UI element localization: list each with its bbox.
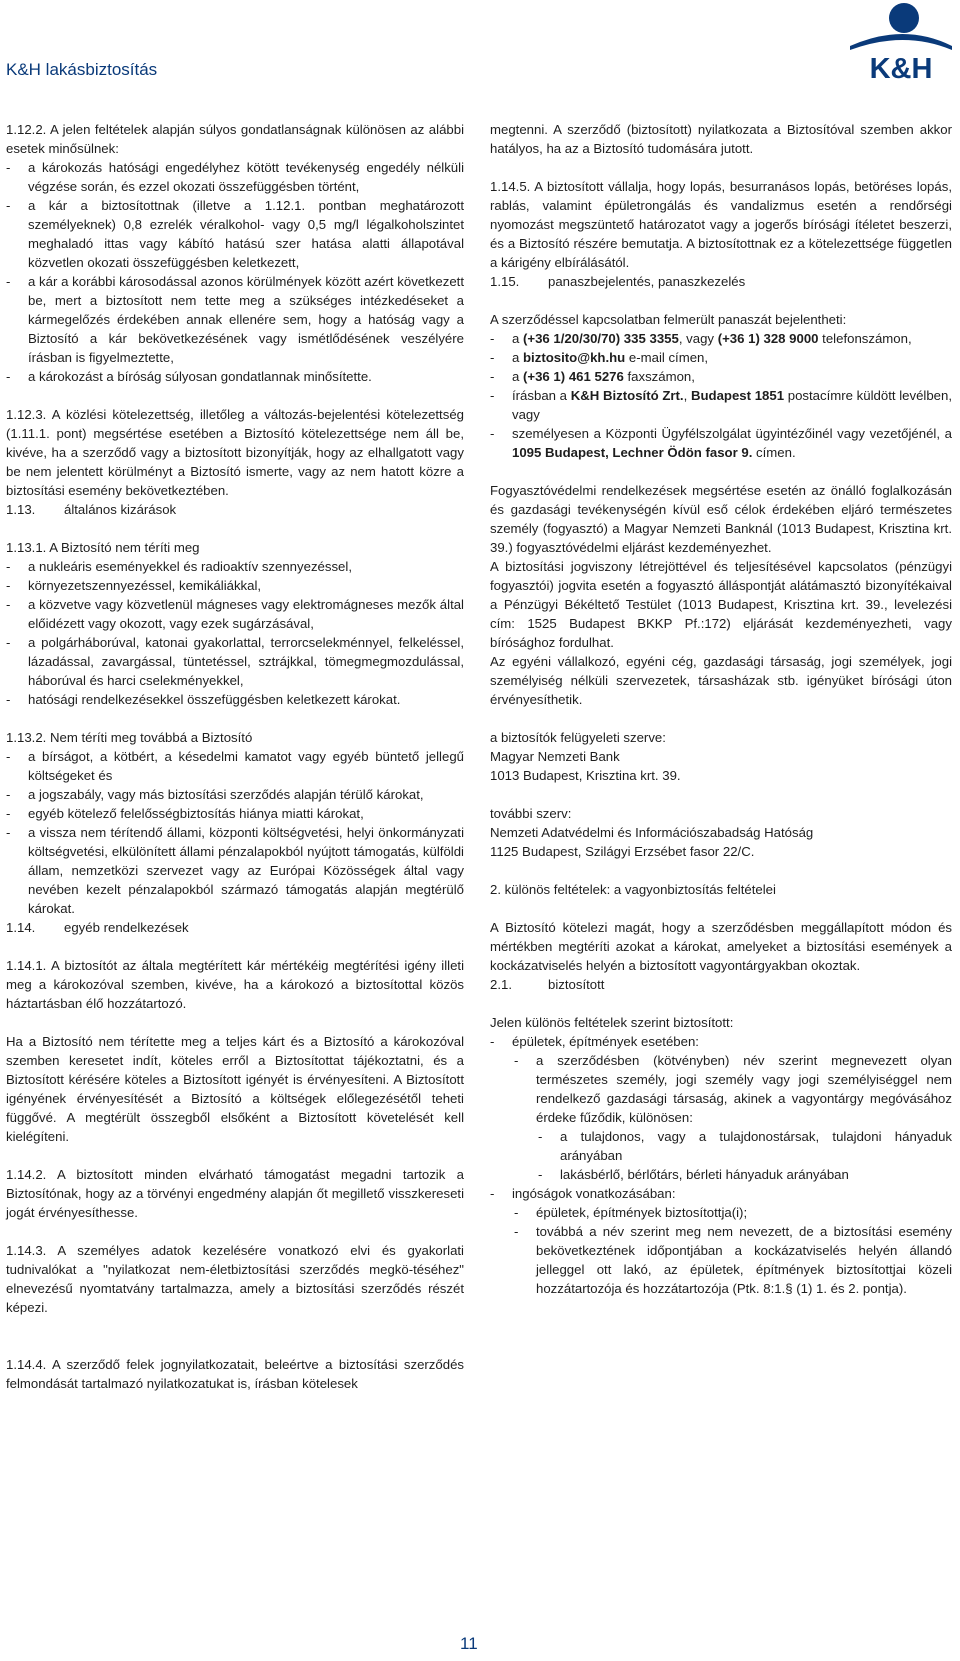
section-1-13-2-intro: 1.13.2. Nem téríti meg továbbá a Biztosító	[6, 730, 253, 745]
complaint-letter	[490, 386, 952, 424]
dispute-paragraph: A biztosítási jogviszony létrejöttével és teljesítésével kapcsolatos (pénzügyi fogyasztói) jogvita esetén a fogyasztó álláspontját alátámasztó bizonyítékaival a Pénzügyi Békéltető Testület (1013 Budapest, Krisztina krt. 39., levelezési cím: 1525 Budapest BKKP Pf.:172) eljárását kezdeményezheti, vagy bírósághoz fordulhat.	[490, 559, 952, 650]
list-item: - épületek, építmények biztosítottja(i);	[490, 1203, 952, 1222]
section-number: 1.13.	[6, 502, 36, 517]
section-1-12-2-intro: 1.12.2. A jelen feltételek alapján súlyos gondatlanságnak különösen az alábbi esetek minősülnek:	[6, 122, 464, 156]
section-1-14-5: 1.14.5. A biztosított vállalja, hogy lopás, besurranásos lopás, betöréses lopás, rablás, valamint épületrongálás és vandalizmus esetén a rendőrségi nyomozást megszüntető határozatot vagy a jogerős bírósági ítéletet beszerzi, és a Biztosító részére bemutatja. A biztosítottnak ez a kötelezettsége független a kárigény elbírálásától.	[490, 179, 952, 270]
section-title: általános kizárások	[64, 502, 177, 517]
supervisor-title: a biztosítók felügyeleti szerve:	[490, 730, 666, 745]
text: postacímre küldött levélben, vagy	[512, 388, 952, 422]
other-authority-name: Nemzeti Adatvédelmi és Információszabadság Hatóság	[490, 825, 814, 840]
list-item: - a vissza nem térítendő állami, központi költségvetési, helyi önkormányzati költségvetési, elkülönített állami pénzalapokból nyújtott támogatás, külföldi állam, nemzetközi szervezet vagy az Európai Közösségek által vagy nevében kezelt pénzalapokból származó támogatás alapján megtérülő károkat.	[6, 823, 464, 918]
complaint-phone	[490, 329, 952, 348]
list-item: - a nukleáris eseményekkel és radioaktív szennyezéssel,	[6, 557, 464, 576]
continued-paragraph: megtenni. A szerződő (biztosított) nyilatkozata a Biztosítóval szemben akkor hatályos, ha az a Biztosító tudomására jutott.	[490, 122, 952, 156]
section-2-title: 2. különös feltételek: a vagyonbiztosítás feltételei	[490, 882, 776, 897]
list-item: - ingóságok vonatkozásában:	[490, 1184, 952, 1203]
section-number: 1.15.	[490, 274, 520, 289]
postal-address: Budapest 1851	[690, 388, 785, 403]
header-title: K&H lakásbiztosítás	[6, 60, 158, 79]
section-number: 2.1.	[490, 977, 512, 992]
text: a	[512, 350, 523, 365]
text: személyesen a Központi Ügyfélszolgálat ügyintézőinél vagy vezetőjénél, a	[512, 426, 952, 441]
section-1-14-4: 1.14.4. A szerződő felek jognyilatkozatait, beleértve a biztosítási szerződés felmondását tartalmazó nyilatkozatukat is, írásban kötelesek	[6, 1357, 464, 1391]
company-name: K&H Biztosító Zrt.	[570, 388, 684, 403]
consumer-protection-paragraph: Fogyasztóvédelmi rendelkezések megsértése esetén az önálló foglalkozásán és gazdasági tevékenységén kívül eső célok érdekében eljáró természetes személy (fogyasztó) a Magyar Nemzeti Banknál (1013 Budapest, Krisztina krt. 39.) fogyasztóvédelmi eljárást kezdeményezhet.	[490, 483, 952, 555]
text: , vagy	[678, 331, 718, 346]
section-1-15-heading	[490, 272, 952, 291]
section-1-14-1-paragraph: Ha a Biztosító nem térítette meg a teljes kárt és a Biztosító a károkozóval szemben keresetet indít, köteles erről a Biztosítottat tájékoztatni, és a Biztosított kérésére köteles a Biztosított igényét is érvényesíteni. A Biztosított igényének érvényesítését a Biztosító a költségek előlegezésétől teheti függővé. A megtérült összegből elsőként a Biztosított követelését kell kielégíteni.	[6, 1034, 464, 1144]
section-title: biztosított	[548, 977, 605, 992]
complaint-office	[490, 424, 952, 462]
other-authority-address: 1125 Budapest, Szilágyi Erzsébet fasor 22/C.	[490, 844, 755, 859]
list-item: - a bírságot, a kötbért, a késedelmi kamatot vagy egyéb büntető jellegű költségeket és	[6, 747, 464, 785]
list-item: - a károkozás hatósági engedélyhez kötött tevékenység engedély nélküli végzése során, és ezzel okozati összefüggésben történt,	[6, 158, 464, 196]
section-1-12-3: 1.12.3. A közlési kötelezettség, illetőleg a változás-bejelentési kötelezettség (1.11.1. pont) megsértése esetében a Biztosító kötelezettsége nem áll be, kivéve, ha a szerződő vagy a biztosított bizonyítják, hogy az elhallgatott vagy be nem jelentett körülményt a Biztosító ismerte, vagy az nem hatott közre a biztosítási esemény bekövetkeztében.	[6, 407, 464, 498]
phone-number: (+36 1/20/30/70) 335 3355	[523, 331, 679, 346]
fax-number: (+36 1) 461 5276	[523, 369, 624, 384]
phone-number: (+36 1) 328 9000	[717, 331, 819, 346]
text: faxszámon,	[623, 369, 695, 384]
section-1-14-2: 1.14.2. A biztosított minden elvárható támogatást megadni tartozik a Biztosítónak, hogy az a törvényi engedmény alapján őt megillető visszkereseti jogát érvényesíthesse.	[6, 1167, 464, 1220]
complaint-email	[490, 348, 952, 367]
list-item: - épületek, építmények esetében:	[490, 1032, 952, 1051]
section-2-text: A Biztosító kötelezi magát, hogy a szerződésben meggállapított módon és mértékben megtéríti azokat a károkat, amelyeket a biztosítási események a kockázatviselés helyén a biztosított vagyontárgyakban okoztak.	[490, 920, 952, 973]
list-item: - lakásbérlő, bérlőtárs, bérleti hányaduk arányában	[490, 1165, 952, 1184]
list-item: - a kár a korábbi károsodással azonos körülmények között azért következett be, mert a biztosított nem tette meg a szükséges intézkedéseket a kármegelőzés érdekében annak ellenére sem, hogy a hatóság vagy a Biztosító a kár bekövetkezésének vagy ismétlődésének veszélyére írásban is figyelmeztette,	[6, 272, 464, 367]
office-address: 1095 Budapest, Lechner Ödön fasor 9.	[512, 445, 753, 460]
text: telefonszámon,	[818, 331, 912, 346]
list-item: - a károkozást a bíróság súlyosan gondatlannak minősítette.	[6, 367, 464, 386]
business-paragraph: Az egyéni vállalkozó, egyéni cég, gazdasági társaság, jogi személyek, jogi személyiség nélküli szervezetek, társasházak stb. igényüket bírósági úton érvényesíthetik.	[490, 654, 952, 707]
page-number: 11	[460, 1634, 478, 1653]
section-title: panaszbejelentés, panaszkezelés	[548, 274, 746, 289]
left-column	[6, 120, 464, 1393]
kh-logo-text: K&H	[869, 53, 933, 82]
list-item: - a közvetve vagy közvetlenül mágneses vagy elektromágneses mezők által előidézett vagy okozott, vagy ezek sugárzásával,	[6, 595, 464, 633]
text: írásban a	[512, 388, 571, 403]
text: a	[512, 331, 523, 346]
section-title: egyéb rendelkezések	[64, 920, 189, 935]
section-number: 1.14.	[6, 920, 36, 935]
list-item: - a jogszabály, vagy más biztosítási szerződés alapján térülő károkat,	[6, 785, 464, 804]
list-item: - a polgárháborúval, katonai gyakorlattal, terrorcselekménnyel, felkeléssel, lázadással, zavargással, tüntetéssel, sztrájkkal, tömegmegmozdulással, háborúval és harci cselekményekkel,	[6, 633, 464, 690]
section-1-14-1: 1.14.1. A biztosítót az általa megtérített kár mértékéig megtérítési igény illeti meg a károkozóval szemben, kivéve, ha a károkozó a biztosítottal közös háztartásban élő hozzátartozó.	[6, 958, 464, 1011]
insured-intro: Jelen különös feltételek szerint biztosított:	[490, 1015, 734, 1030]
section-1-14-3: 1.14.3. A személyes adatok kezelésére vonatkozó elvi és gyakorlati tudnivalókat a "nyilatkozat nem-életbiztosítási szerződés megkö-téséhez" elnevezésű nyomtatvány tartalmazza, amely a biztosítási szerződés részét képezi.	[6, 1243, 464, 1315]
section-2-1-heading	[490, 975, 952, 994]
list-item: - hatósági rendelkezésekkel összefüggésben keletkezett károkat.	[6, 690, 464, 709]
text: e-mail címen,	[625, 350, 709, 365]
email-link[interactable]: biztosito@kh.hu	[523, 350, 626, 365]
list-item: - egyéb kötelező felelősségbiztosítás hiánya miatti károkat,	[6, 804, 464, 823]
text: a	[512, 369, 523, 384]
complaint-fax	[490, 367, 952, 386]
list-item: - a kár a biztosítottnak (illetve a 1.12.1. pontban meghatározott személyeknek) 0,8 ezrelék véralkohol- vagy 0,5 mg/l légalkoholszintet meghaladó ittas vagy kábító hatású szer hatása alatti állapotával közvetlen okozati összefüggésben keletkezett,	[6, 196, 464, 272]
section-1-14-heading	[6, 918, 464, 937]
supervisor-address: 1013 Budapest, Krisztina krt. 39.	[490, 768, 681, 783]
supervisor-name: Magyar Nemzeti Bank	[490, 749, 620, 764]
list-item: - továbbá a név szerint meg nem nevezett, de a biztosítási esemény bekövetkeztének időpontjában a kockázatviselés helyén állandó jelleggel ott lakó, az épületek, építmények biztosítottjai közeli hozzátartozója és hozzátartozója (Ptk. 8:1.§ (1) 1. és 2. pontja).	[490, 1222, 952, 1298]
section-1-13-1-intro: 1.13.1. A Biztosító nem téríti meg	[6, 540, 200, 555]
other-authority-title: további szerv:	[490, 806, 572, 821]
section-1-13-heading	[6, 500, 464, 519]
list-item: - a tulajdonos, vagy a tulajdonostársak, tulajdoni hányaduk arányában	[490, 1127, 952, 1165]
complaint-intro: A szerződéssel kapcsolatban felmerült panaszát bejelentheti:	[490, 312, 847, 327]
kh-logo	[848, 2, 954, 82]
list-item: - a szerződésben (kötvényben) név szerint megnevezett olyan természetes személy, jogi személy vagy jogi személyiséggel nem rendelkező gazdasági társaság, akinek a vagyontárgy megóvásához érdeke fűződik, különösen:	[490, 1051, 952, 1127]
text: ,	[683, 388, 691, 403]
right-column	[490, 120, 952, 1298]
text: címen.	[752, 445, 796, 460]
list-item: - környezetszennyezéssel, kemikáliákkal,	[6, 576, 464, 595]
kh-logo-icon	[848, 2, 954, 82]
